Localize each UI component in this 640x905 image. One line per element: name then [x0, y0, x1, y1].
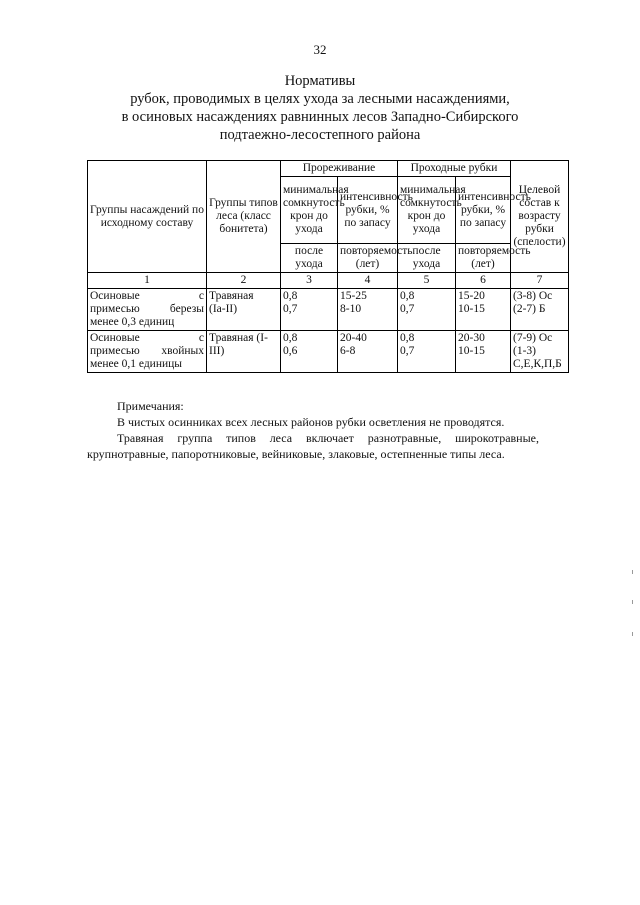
header-thinning: Прореживание: [281, 161, 398, 177]
cell-thinning-density: 0,8 0,6: [281, 331, 338, 373]
column-number: 4: [338, 273, 398, 289]
title-line: подтаежно-лесостепного района: [219, 127, 421, 143]
title-line: Нормативы: [284, 73, 356, 89]
header-min-density: минимальная сомкнутость крон до ухода: [281, 177, 338, 244]
scan-mark: [632, 632, 633, 636]
column-number: 6: [456, 273, 511, 289]
norms-table: [87, 160, 569, 373]
cell-thinning-intensity: 20-40 6-8: [338, 331, 398, 373]
column-number: 5: [398, 273, 456, 289]
column-number: 1: [88, 273, 207, 289]
cell-target-composition: (3-8) Ос (2-7) Б: [511, 289, 569, 331]
cell-thinning-density: 0,8 0,7: [281, 289, 338, 331]
note-item: Травяная группа типов леса включает разнотравные, широкотравные, крупнотравные, папоротниковые, вейниковые, злаковые, остепненные типы леса.: [87, 431, 539, 461]
cell-stand-group: Осиновые с примесью хвойных менее 0,1 единицы: [88, 331, 207, 373]
cell-passage-intensity: 15-20 10-15: [456, 289, 511, 331]
column-number: 3: [281, 273, 338, 289]
column-number-row: [88, 273, 569, 289]
page-number: 32: [313, 42, 327, 57]
header-repeatability: повторяемость (лет): [338, 244, 398, 273]
header-intensity: интенсивность рубки, % по запасу: [338, 177, 398, 244]
table-row: [88, 289, 569, 331]
scan-mark: [632, 600, 633, 604]
title-line: рубок, проводимых в целях ухода за лесными насаждениями,: [130, 91, 510, 107]
scan-mark: [632, 570, 633, 574]
cell-thinning-intensity: 15-25 8-10: [338, 289, 398, 331]
cell-stand-group: Осиновые с примесью березы менее 0,3 единиц: [88, 289, 207, 331]
note-item: В чистых осинниках всех лесных районов рубки осветления не проводятся.: [117, 415, 505, 429]
cell-passage-density: 0,8 0,7: [398, 289, 456, 331]
cell-forest-type: Травяная (I- III): [207, 331, 281, 373]
cell-passage-intensity: 20-30 10-15: [456, 331, 511, 373]
column-number: 7: [511, 273, 569, 289]
header-min-density: минимальная сомкнутость крон до ухода: [398, 177, 456, 244]
header-intensity: интенсивность рубки, % по запасу: [456, 177, 511, 244]
cell-passage-density: 0,8 0,7: [398, 331, 456, 373]
column-number: 2: [207, 273, 281, 289]
cell-forest-type: Травяная (Ia-II): [207, 289, 281, 331]
document-title: [60, 72, 580, 144]
notes-section: [87, 398, 539, 462]
header-row: [88, 161, 569, 177]
cell-target-composition: (7-9) Ос (1-3) С,Е,К,П,Б: [511, 331, 569, 373]
header-passage-cuts: Проходные рубки: [398, 161, 511, 177]
header-after-care: после ухода: [398, 244, 456, 273]
header-repeatability: повторяемость (лет): [456, 244, 511, 273]
header-target-composition: Целевой состав к возрасту рубки (спелости): [511, 161, 569, 273]
header-forest-types: Группы типов леса (класс бонитета): [207, 161, 281, 273]
table-row: [88, 331, 569, 373]
title-line: в осиновых насаждениях равнинных лесов Западно-Сибирского: [121, 109, 519, 125]
header-after-care: после ухода: [281, 244, 338, 273]
notes-heading: Примечания:: [117, 399, 184, 413]
header-groups: Группы насаждений по исходному составу: [88, 161, 207, 273]
